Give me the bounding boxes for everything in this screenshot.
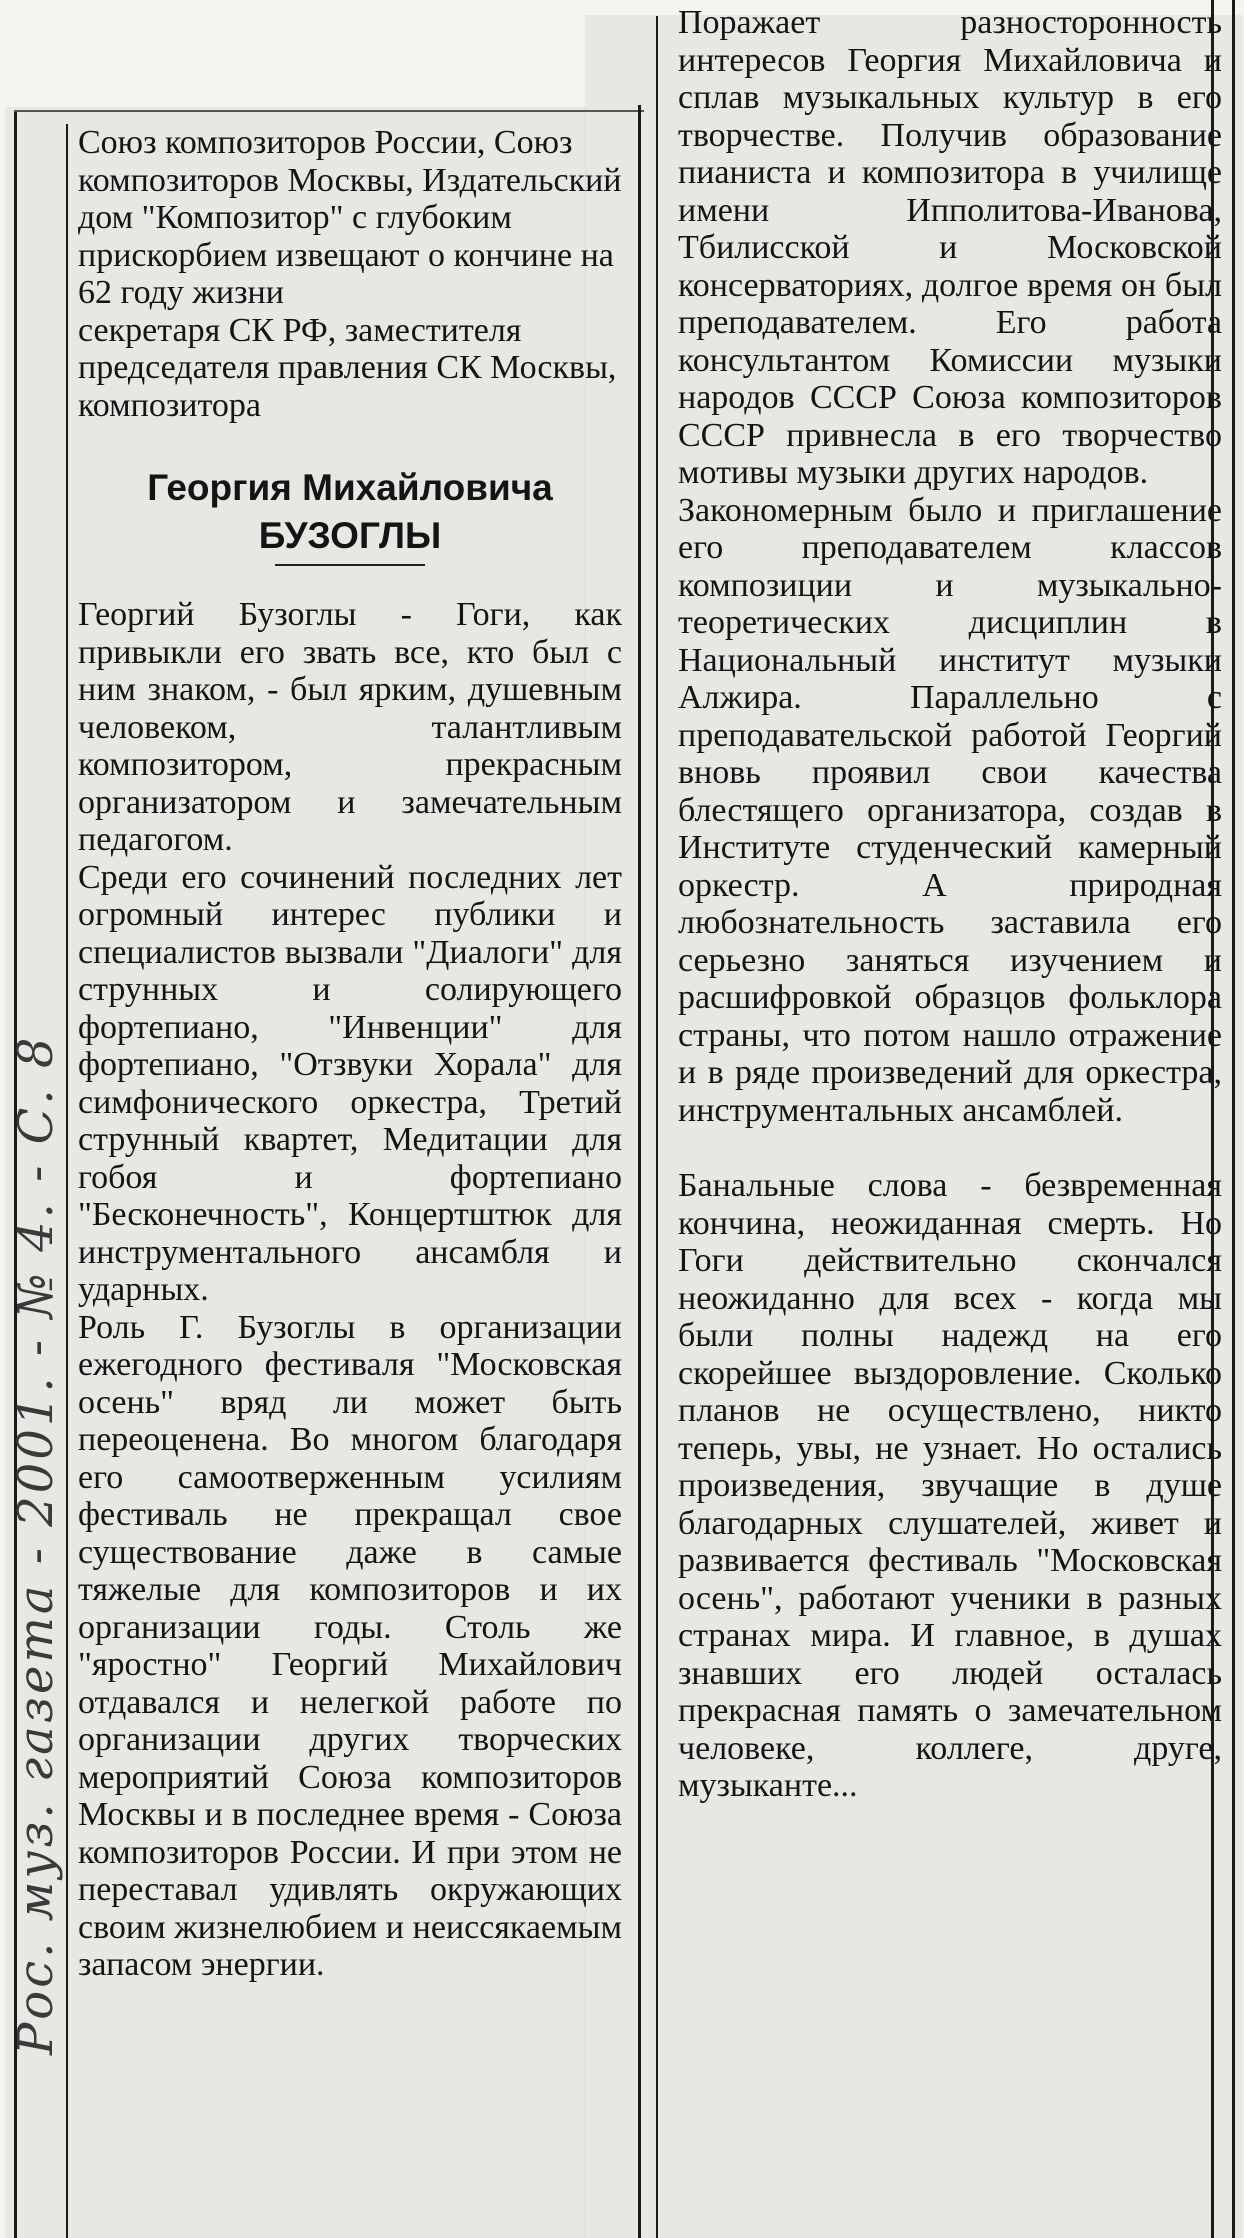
deceased-position: секретаря СК РФ, заместителя председателя правления СК Москвы, композитора xyxy=(78,311,617,424)
right-paragraph: Банальные слова - безвременная кончина, неожиданная смерть. Но Гоги действительно скончался неожиданно для всех - когда мы были полны надежд на его скорейшее выздоровление. Сколько планов не осуществлено, никто теперь, увы, не узнает. Но остались произведения, звучащие в душе благодарных слушателей, живет и развивается фестиваль "Московская осень", работают ученики в разных странах мира. И главное, в душах знавших его людей осталась прекрасная память о замечательном человеке, коллеге, друге, музыканте... xyxy=(678,1167,1222,1804)
name-first-patronymic: Георгия Михайловича xyxy=(147,467,553,508)
right-column xyxy=(678,4,1222,1805)
left-column xyxy=(78,124,622,1984)
announcement-intro: Союз композиторов России, Союз композиторов Москвы, Издательский дом "Композитор" с глубоким прискорбием извещают о кончине на 62 году жизни xyxy=(78,124,622,311)
right-edge-rule xyxy=(1232,0,1235,2238)
left-paragraph: Георгий Бузоглы - Гоги, как привыкли его звать все, кто был с ним знаком, - был ярким, душевным человеком, талантливым композитором, прекрасным организатором и замечательным педагогом. xyxy=(78,596,622,858)
left-paragraph: Среди его сочинений последних лет огромный интерес публики и специалистов вызвали "Диалоги" для струнных и солирующего фортепиано, "Инвенции" для фортепиано, "Отзвуки Хорала" для симфонического оркестра, Третий струнный квартет, Медитации для гобоя и фортепиано "Бесконечность", Концертштюк для инструментального ансамбля и ударных. xyxy=(78,858,622,1308)
right-paragraph: Поражает разносторонность интересов Георгия Михайловича и сплав музыкальных культур в его творчестве. Получив образование пианиста и композитора в училище имени Ипполитова-Иванова, Тбилисской и Московской консерваториях, долгое время он был преподавателем. Его работа консультантом Комиссии музыки народов СССР Союза композиторов СССР привнесла в его творчество мотивы музыки других народов. xyxy=(678,4,1222,491)
name-underline xyxy=(275,564,425,566)
right-paragraph: Закономерным было и приглашение его преподавателем классов композиции и музыкально-теоретических дисциплин в Национальный институт музыки Алжира. Параллельно с преподавательской работой Георгий вновь проявил свои качества блестящего организатора, создав в Институте студенческий камерный оркестр. А природная любознательность заставила его серьезно заняться изучением и расшифровкой образцов фольклора страны, что потом нашло отражение и в ряде произведений для оркестра, инструментальных ансамблей. xyxy=(678,491,1222,1129)
deceased-name xyxy=(78,464,622,566)
left-column-top-rule xyxy=(14,110,644,112)
handwritten-source-note: Рос. муз. газета - 2001. - № 4. - С. 8 xyxy=(8,1034,64,2055)
center-rule-right xyxy=(656,16,658,2238)
name-surname: БУЗОГЛЫ xyxy=(258,515,442,556)
center-rule-left xyxy=(638,105,641,2238)
left-column-inner-rule xyxy=(66,124,68,2238)
left-paragraph: Роль Г. Бузоглы в организации ежегодного фестиваля "Московская осень" вряд ли может быть переоценена. Во многом благодаря его самоотверженным усилиям фестиваль не прекращал свое существование даже в самые тяжелые для композиторов и их организации годы. Столь же "яростно" Георгий Михайлович отдавался и нелегкой работе по организации других творческих мероприятий Союза композиторов Москвы и в последнее время - Союза композиторов России. И при этом не переставал удивлять окружающих своим жизнелюбием и неиссякаемым запасом энергии. xyxy=(78,1308,622,1983)
